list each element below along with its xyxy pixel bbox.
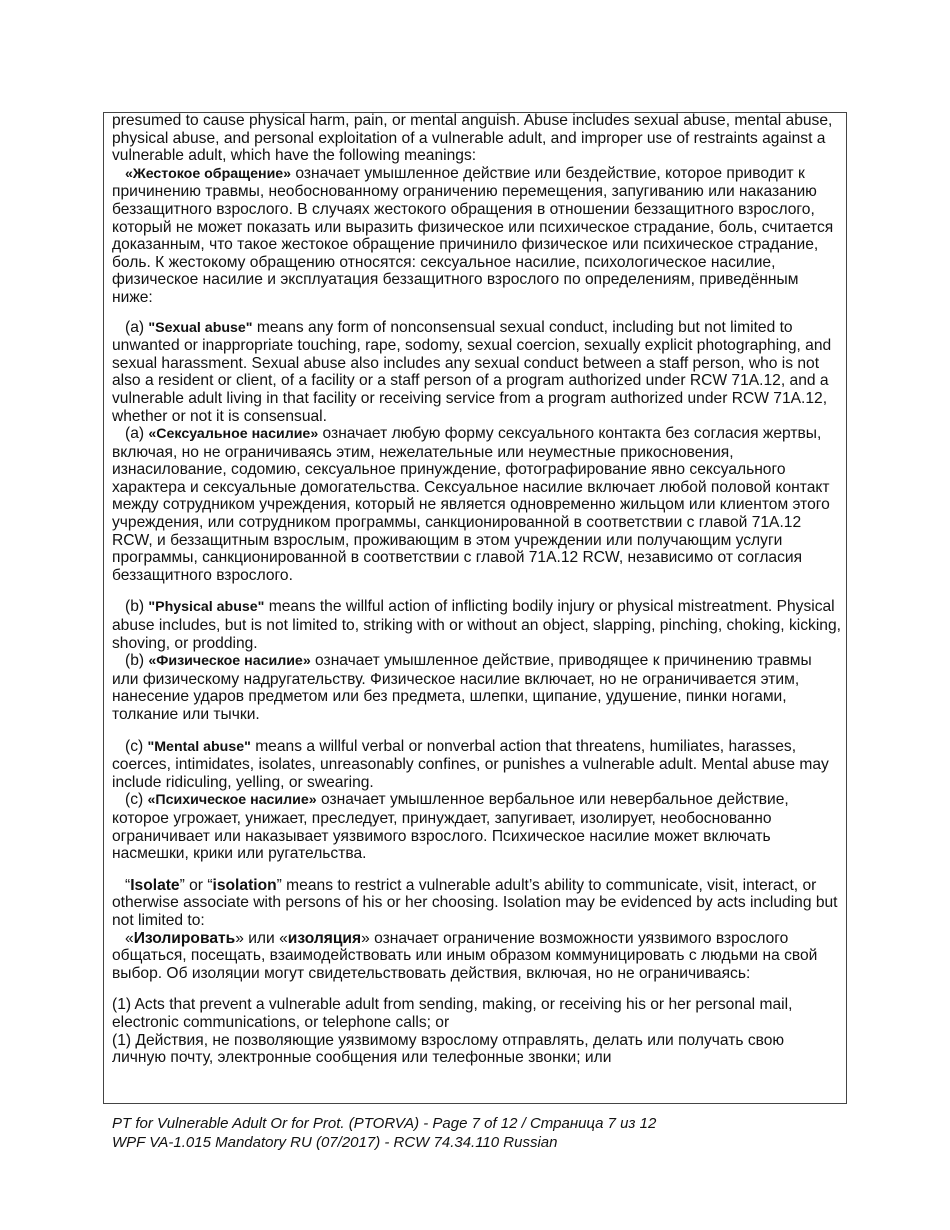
- physical-abuse-en: (b) "Physical abuse" means the willful action of inflicting bodily injury or physical mistreatment. Physical abuse includes, but is not limited to, striking with or without an object, slapping, pinching, choking, kicking, shoving, or prodding.: [112, 598, 841, 652]
- mental-abuse-en: (c) "Mental abuse" means a willful verbal or nonverbal action that threatens, humiliates, harasses, coerces, intimidates, isolates, unreasonably confines, or punishes a vulnerable adult. Mental abuse may include ridiculing, yelling, or swearing.: [112, 737, 829, 791]
- term-isolation-ru: изоляция: [287, 929, 362, 947]
- physical-abuse-ru: (b) «Физическое насилие» означает умышленное действие, приводящее к причинению травмы или физическому надругательству. Физическое насилие включает, но не ограничивается этим, нанесение ударов предметом или без предмета, шлепки, щипание, удушение, пинки ногами, толкание или тычки.: [112, 652, 812, 723]
- term-mental-abuse: "Mental abuse": [147, 738, 251, 755]
- term-abuse-ru: «Жестокое обращение»: [125, 165, 292, 182]
- isolation-ru: «Изолировать» или «изоляция» означает ограничение возможности уязвимого взрослого общаться, посещать, взаимодействовать или иным образом коммуницировать с людьми на свой выбор. Об изоляции могут свидетельствовать действия, включая, но не ограничиваясь:: [112, 929, 818, 982]
- term-isolate: Isolate: [130, 876, 180, 894]
- item1-en: (1) Acts that prevent a vulnerable adult from sending, making, or receiving his or her personal mail, electronic communications, or telephone calls; or: [112, 996, 793, 1031]
- term-sexual-abuse-ru: «Сексуальное насилие»: [148, 426, 319, 443]
- sexual-abuse-en: (a) "Sexual abuse" means any form of nonconsensual sexual conduct, including but not limited to unwanted or inappropriate touching, rape, sodomy, sexual coercion, sexually explicit photographing, and sexual harassment. Sexual abuse also includes any sexual conduct between a staff person, who is not also a resident or client, of a facility or a staff person of a program authorized under RCW 71A.12, and a vulnerable adult living in that facility or receiving service from a program authorized under RCW 71A.12, whether or not it is consensual.: [112, 318, 832, 425]
- isolation-en: “Isolate” or “isolation” means to restrict a vulnerable adult’s ability to communicate, visit, interact, or otherwise associate with persons of his or her choosing. Isolation may be evidenced by acts including but not limited to:: [112, 876, 838, 929]
- term-physical-abuse: "Physical abuse": [148, 599, 265, 616]
- term-sexual-abuse: "Sexual abuse": [148, 319, 253, 336]
- sexual-abuse-ru: (a) «Сексуальное насилие» означает любую форму сексуального контакта без согласия жертвы, включая, но не ограничиваясь этим, нежелательные или неуместные прикосновения, изнасилование, содомию, сексуальное принуждение, фотографирование явно сексуального характера и сексуальные домогательства. Сексуальное насилие включает любой половой контакт между сотрудником учреждения, который не является одновременно жильцом или клиентом этого учреждения, или сотрудником программы, санкционированной в соответствии с главой 71A.12 RCW, и беззащитным взрослым, проживающим в этом учреждении или получающим услуги программы, санкционированной в соответствии с главой 71A.12 RCW, независимо от согласия беззащитного взрослого.: [112, 425, 830, 584]
- intro-en: presumed to cause physical harm, pain, or mental anguish. Abuse includes sexual abuse, mental abuse, physical abuse, and personal exploitation of a vulnerable adult, and improper use of restraints against a vulnerable adult, which have the following meanings:: [112, 112, 833, 165]
- term-isolation: isolation: [212, 876, 277, 894]
- term-isolate-ru: Изолировать: [133, 929, 236, 947]
- page-footer: [112, 1115, 852, 1152]
- footer-line-1: PT for Vulnerable Adult Or for Prot. (PTORVA) - Page 7 of 12 / Страница 7 из 12: [112, 1115, 657, 1132]
- document-body: [112, 112, 842, 1067]
- footer-line-2: WPF VA-1.015 Mandatory RU (07/2017) - RCW 74.34.110 Russian: [112, 1133, 558, 1151]
- intro-ru: «Жестокое обращение» означает умышленное действие или бездействие, которое приводит к причинению травмы, необоснованному ограничению перемещения, запугиванию или наказанию беззащитного взрослого. В случаях жестокого обращения в отношении беззащитного взрослого, который не может показать или выразить физическое или психическое страдание, боль, считается доказанным, что такое жестокое обращение причинило физическое или психическое страдание, боль. К жестокому обращению относятся: сексуальное насилие, психологическое насилие, физическое насилие и эксплуатация беззащитного взрослого по определениям, приведённым ниже:: [112, 164, 834, 306]
- term-physical-abuse-ru: «Физическое насилие»: [148, 653, 311, 670]
- term-mental-abuse-ru: «Психическое насилие»: [147, 792, 317, 809]
- mental-abuse-ru: (c) «Психическое насилие» означает умышленное вербальное или невербальное действие, которое угрожает, унижает, преследует, принуждает, запугивает, изолирует, необоснованно ограничивает или наказывает уязвимого взрослого. Психическое насилие может включать насмешки, крики или ругательства.: [112, 791, 789, 863]
- item1-ru: (1) Действия, не позволяющие уязвимому взрослому отправлять, делать или получать свою личную почту, электронные сообщения или телефонные звонки; или: [112, 1031, 785, 1067]
